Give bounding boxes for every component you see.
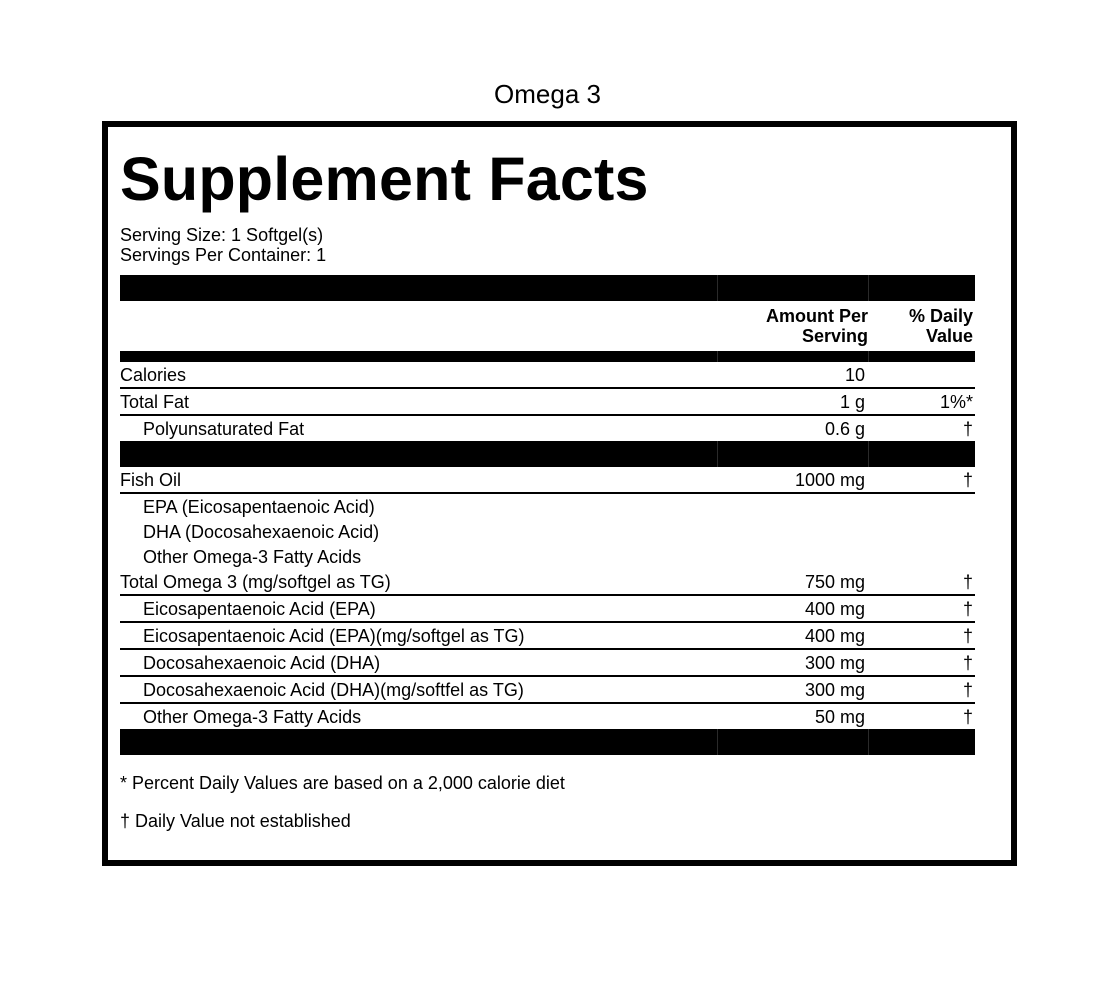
ingredient-daily-value: † — [962, 706, 973, 727]
product-name: Omega 3 — [494, 79, 601, 109]
ingredient-name: Docosahexaenoic Acid (DHA)(mg/softfel as TG) — [120, 676, 717, 703]
ingredient-amount — [717, 519, 868, 544]
ingredient-amount — [717, 493, 868, 519]
nutrient-name: Calories — [120, 362, 717, 388]
nutrient-amount: 10 — [717, 362, 868, 388]
nutrient-amount: 1 g — [717, 388, 868, 415]
ingredient-daily-value: † — [868, 569, 975, 595]
ingredient-daily-value: † — [868, 467, 975, 493]
table-row — [120, 362, 975, 388]
nutrient-daily-value — [868, 362, 975, 388]
nutrient-name: Polyunsaturated Fat — [143, 418, 305, 439]
divider-bar — [120, 729, 975, 755]
ingredient-name: Other Omega-3 Fatty Acids — [143, 546, 362, 567]
divider-bar — [120, 275, 975, 301]
facts-table — [120, 275, 975, 755]
percent-daily-value-footnote: * Percent Daily Values are based on a 2,000 calorie diet — [120, 773, 565, 793]
table-header — [120, 301, 975, 351]
ingredient-name: Fish Oil — [120, 467, 717, 493]
ingredient-name: Docosahexaenoic Acid (DHA) — [120, 649, 717, 676]
ingredient-daily-value: † — [868, 676, 975, 703]
ingredient-daily-value — [868, 493, 975, 519]
ingredient-amount: 400 mg — [717, 595, 868, 622]
servings-per-container: Servings Per Container: 1 — [120, 245, 327, 265]
ingredient-amount — [717, 544, 868, 569]
ingredient-name: Total Omega 3 (mg/softgel as TG) — [120, 569, 717, 595]
nutrient-daily-value: 1%* — [868, 388, 975, 415]
divider-bar — [120, 351, 975, 362]
ingredient-amount: 300 mg — [717, 676, 868, 703]
ingredient-name: Eicosapentaenoic Acid (EPA) — [120, 595, 717, 622]
table-row — [120, 595, 975, 622]
ingredient-daily-value: † — [868, 649, 975, 676]
table-row — [120, 676, 975, 703]
facts-title: Supplement Facts — [120, 145, 649, 213]
ingredient-amount: 400 mg — [717, 622, 868, 649]
table-row — [120, 569, 975, 595]
ingredient-amount: 750 mg — [717, 569, 868, 595]
table-row — [120, 493, 975, 519]
nutrient-daily-value: † — [962, 418, 973, 439]
divider-bar — [120, 441, 975, 467]
nutrient-name: Total Fat — [120, 388, 717, 415]
ingredient-daily-value — [868, 519, 975, 544]
daily-value-header: % Daily Value — [908, 306, 973, 346]
table-row — [120, 649, 975, 676]
ingredient-amount: 1000 mg — [717, 467, 868, 493]
amount-per-serving-header: Amount Per Serving — [765, 306, 868, 346]
table-row — [120, 388, 975, 415]
table-row — [120, 622, 975, 649]
serving-size: Serving Size: 1 Softgel(s) — [120, 225, 324, 245]
ingredient-name: Eicosapentaenoic Acid (EPA)(mg/softgel as TG) — [120, 622, 717, 649]
ingredient-daily-value: † — [868, 622, 975, 649]
ingredient-amount: 300 mg — [717, 649, 868, 676]
serving-info — [120, 225, 999, 265]
ingredient-name: Other Omega-3 Fatty Acids — [143, 706, 362, 727]
ingredient-name: EPA (Eicosapentaenoic Acid) — [143, 496, 375, 517]
supplement-facts-label — [102, 121, 1017, 866]
daily-value-not-established-footnote: † Daily Value not established — [120, 811, 351, 831]
ingredient-name: DHA (Docosahexaenoic Acid) — [143, 521, 380, 542]
nutrient-amount: 0.6 g — [824, 418, 865, 439]
table-row — [120, 467, 975, 493]
ingredient-daily-value: † — [868, 595, 975, 622]
ingredient-amount: 50 mg — [814, 706, 865, 727]
ingredient-daily-value — [868, 544, 975, 569]
table-row — [120, 703, 975, 729]
table-row — [120, 544, 975, 569]
table-row — [120, 519, 975, 544]
table-row — [120, 415, 975, 441]
